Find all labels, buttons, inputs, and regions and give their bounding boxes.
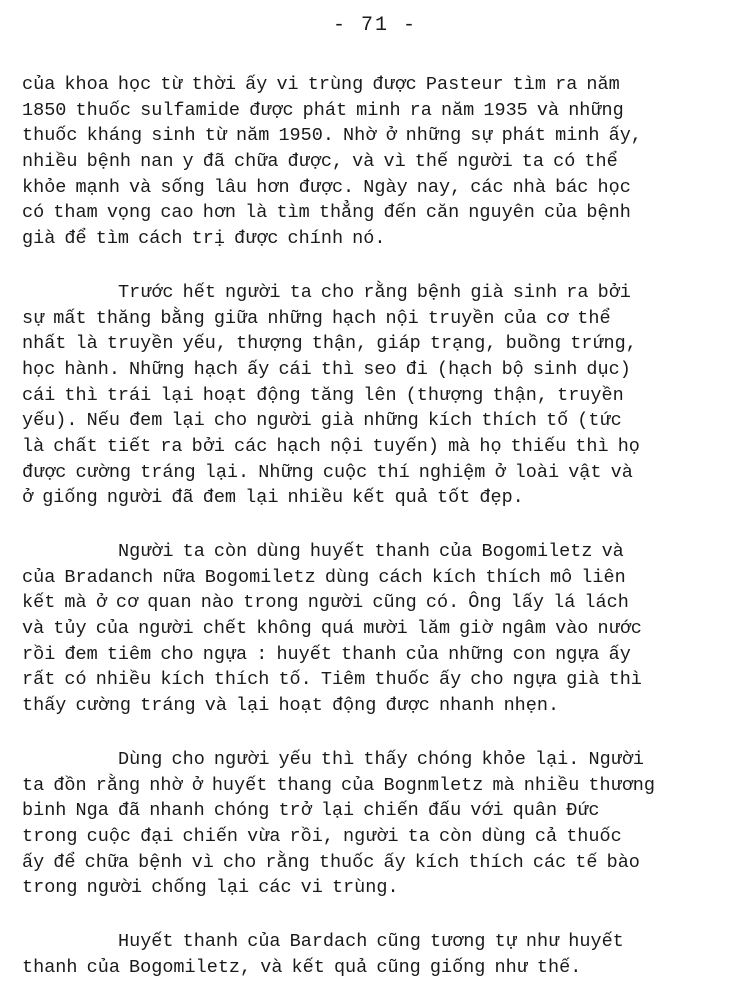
- text-line: và tủy của người chết không quá mười lăm giờ ngâm vào nước: [22, 618, 642, 640]
- page-number: - 71 -: [332, 14, 417, 37]
- paragraph-gap: [22, 252, 742, 280]
- paragraph-gap: [22, 511, 742, 539]
- text-line: học hành. Những hạch ấy cái thì seo đi (hạch bộ sinh dục): [22, 358, 631, 380]
- text-line: rất có nhiều kích thích tố. Tiêm thuốc ấy cho ngựa già thì: [22, 669, 642, 691]
- text-line: ta đồn rằng nhờ ở huyết thang của Bognmletz mà nhiều thương: [22, 774, 656, 796]
- text-line: kết mà ở cơ quan nào trong người cũng có. Ông lấy lá lách: [22, 592, 629, 614]
- paragraph-4: [22, 747, 742, 901]
- text-line: binh Nga đã nhanh chóng trở lại chiến đấu với quân Đức: [22, 800, 600, 822]
- paragraph-5: [22, 929, 742, 980]
- text-line: ấy để chữa bệnh vì cho rằng thuốc ấy kích thích các tế bào: [22, 851, 640, 873]
- body-text: [22, 72, 742, 980]
- paragraph-3: [22, 539, 742, 719]
- text-line: là chất tiết ra bởi các hạch nội tuyến) mà họ thiếu thì họ: [22, 435, 640, 457]
- text-line: nhất là truyền yếu, thượng thận, giáp trạng, buồng trứng,: [22, 333, 637, 355]
- paragraph-gap: [22, 719, 742, 747]
- paragraph-gap: [22, 901, 742, 929]
- text-line: Người ta còn dùng huyết thanh của Bogomiletz và: [118, 541, 624, 562]
- text-line: được cường tráng lại. Những cuộc thí nghiệm ở loài vật và: [22, 461, 633, 483]
- text-line: của khoa học từ thời ấy vi trùng được Pasteur tìm ra năm: [22, 74, 620, 95]
- text-line: khỏe mạnh và sống lâu hơn được. Ngày nay, các nhà bác học: [22, 176, 631, 198]
- text-line: cái thì trái lại hoạt động tăng lên (thượng thận, truyền: [22, 384, 624, 406]
- text-line: yếu). Nếu đem lại cho người già những kích thích tố (tức: [22, 410, 622, 432]
- text-line: ở giống người đã đem lại nhiều kết quả tốt đẹp.: [22, 487, 524, 509]
- text-line: trong cuộc đại chiến vừa rồi, người ta còn dùng cả thuốc: [22, 825, 622, 847]
- paragraph-2: [22, 280, 742, 511]
- text-line: nhiều bệnh nan y đã chữa được, và vì thế người ta có thể: [22, 151, 618, 173]
- paragraph-1: [22, 72, 742, 252]
- text-line: trong người chống lại các vi trùng.: [22, 877, 399, 899]
- text-line: thuốc kháng sinh từ năm 1950. Nhờ ở những sự phát minh ấy,: [22, 125, 642, 147]
- text-line: thanh của Bogomiletz, và kết quả cũng giống như thế.: [22, 956, 582, 978]
- text-line: của Bradanch nữa Bogomiletz dùng cách kích thích mô liên: [22, 566, 626, 588]
- text-line: Dùng cho người yếu thì thấy chóng khỏe lại. Người: [118, 748, 644, 770]
- text-line: có tham vọng cao hơn là tìm thẳng đến căn nguyên của bệnh: [22, 202, 631, 224]
- text-line: rồi đem tiêm cho ngựa : huyết thanh của những con ngựa ấy: [22, 643, 631, 665]
- text-line: già để tìm cách trị được chính nó.: [22, 228, 386, 250]
- text-line: 1850 thuốc sulfamide được phát minh ra năm 1935 và những: [22, 99, 624, 121]
- text-line: Trước hết người ta cho rằng bệnh già sinh ra bởi: [118, 281, 631, 303]
- text-line: Huyết thanh của Bardach cũng tương tự như huyết: [118, 930, 624, 952]
- text-line: sự mất thăng bằng giữa những hạch nội truyền của cơ thể: [22, 307, 611, 329]
- text-line: thấy cường tráng và lại hoạt động được nhanh nhẹn.: [22, 695, 560, 717]
